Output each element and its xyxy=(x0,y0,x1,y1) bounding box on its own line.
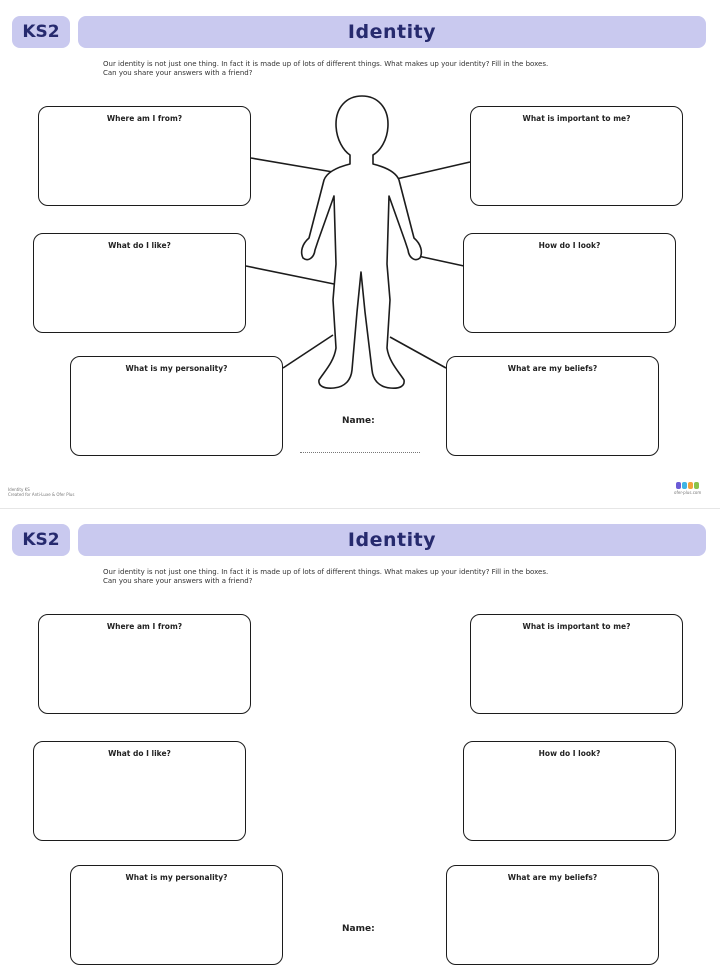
box-question: What is important to me? xyxy=(522,114,631,123)
box-what-is-important[interactable] xyxy=(470,614,683,714)
worksheet-title: Identity xyxy=(78,16,706,48)
instructions-line-1: Our identity is not just one thing. In fact it is made up of lots of different things. What makes up your identity? Fill in the boxes. xyxy=(103,568,549,576)
box-my-personality[interactable] xyxy=(70,865,283,965)
worksheet-page-2 xyxy=(0,510,720,960)
logo-text: ofer-plus.com xyxy=(674,490,702,495)
ks2-badge: KS2 xyxy=(12,16,70,48)
instructions-line-2: Can you share your answers with a friend? xyxy=(103,69,253,77)
worksheet-title: Identity xyxy=(78,524,706,556)
box-my-beliefs[interactable] xyxy=(446,865,659,965)
box-question: What are my beliefs? xyxy=(507,873,598,882)
box-where-am-i-from[interactable] xyxy=(38,106,251,206)
box-my-personality[interactable] xyxy=(70,356,283,456)
connector-line xyxy=(418,256,464,266)
box-question: What are my beliefs? xyxy=(507,364,598,373)
footer-line-2: Created for Anti-Luxe & Ofer Plus xyxy=(8,492,75,497)
connector-line xyxy=(246,266,334,284)
box-question: What is important to me? xyxy=(522,622,631,631)
box-question: How do I look? xyxy=(538,241,601,250)
name-write-line[interactable] xyxy=(300,452,420,453)
box-question: Where am I from? xyxy=(106,622,183,631)
box-question: What is my personality? xyxy=(125,873,228,882)
box-question: How do I look? xyxy=(538,749,601,758)
box-question: What is my personality? xyxy=(125,364,228,373)
connector-line xyxy=(283,335,333,368)
box-where-am-i-from[interactable] xyxy=(38,614,251,714)
box-my-beliefs[interactable] xyxy=(446,356,659,456)
connector-line xyxy=(251,158,333,172)
ks2-badge: KS2 xyxy=(12,524,70,556)
name-label: Name: xyxy=(342,416,375,426)
box-how-do-i-look[interactable] xyxy=(463,741,676,841)
box-what-is-important[interactable] xyxy=(470,106,683,206)
publisher-logo xyxy=(674,482,701,495)
instructions-line-1: Our identity is not just one thing. In fact it is made up of lots of different things. What makes up your identity? Fill in the boxes. xyxy=(103,60,549,68)
instructions xyxy=(103,568,663,586)
connector-line xyxy=(390,337,446,368)
box-what-do-i-like[interactable] xyxy=(33,741,246,841)
box-how-do-i-look[interactable] xyxy=(463,233,676,333)
footer-line-1: Identity KS xyxy=(8,487,30,492)
instructions-line-2: Can you share your answers with a friend? xyxy=(103,577,253,585)
box-question: What do I like? xyxy=(108,749,171,758)
name-label: Name: xyxy=(342,924,375,934)
footer-credit xyxy=(8,487,74,497)
box-what-do-i-like[interactable] xyxy=(33,233,246,333)
logo-mark xyxy=(676,482,699,489)
box-question: Where am I from? xyxy=(106,114,183,123)
connector-line xyxy=(392,162,470,180)
box-question: What do I like? xyxy=(108,241,171,250)
page-separator xyxy=(0,508,720,509)
